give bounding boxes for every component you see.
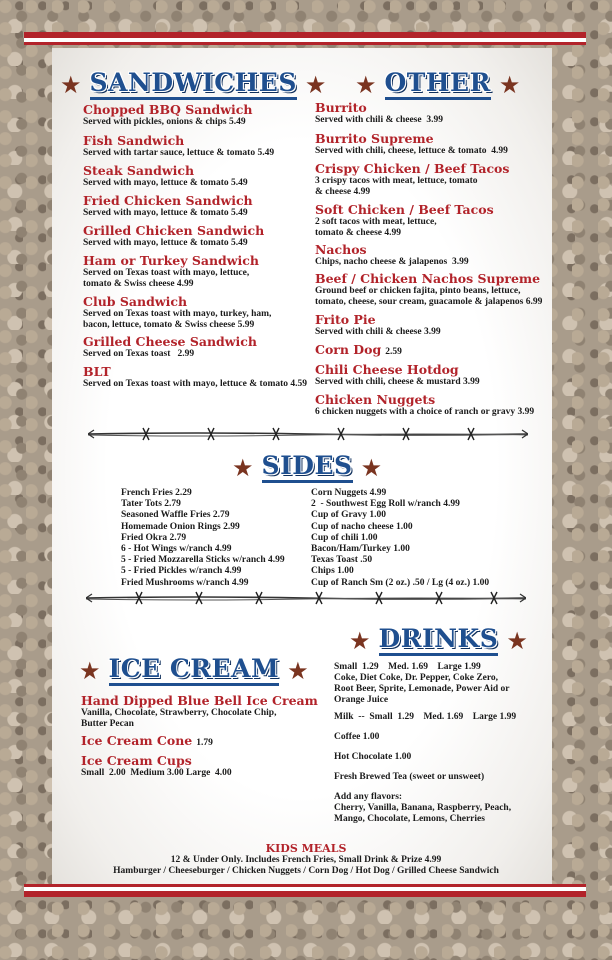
item-name: Burrito Supreme bbox=[315, 131, 434, 146]
item-desc: Served with chili, cheese & mustard 3.99 bbox=[315, 377, 480, 387]
item-name: Chili Cheese Hotdog bbox=[315, 362, 459, 377]
menu-item bbox=[315, 343, 402, 359]
sandwiches-heading bbox=[60, 70, 326, 100]
item-desc: 3 crispy tacos with meat, lettuce, tomato & cheese 4.99 bbox=[315, 176, 478, 197]
list-item: 2 - Southwest Egg Roll w/ranch 4.99 bbox=[311, 499, 460, 510]
list-item: Cup of Ranch Sm (2 oz.) .50 / Lg (4 oz.) 1.00 bbox=[311, 577, 490, 588]
item-desc: Served on Texas toast with mayo, lettuce, tomato & Swiss cheese 4.99 bbox=[83, 268, 250, 289]
sandwiches-title: SANDWICHES bbox=[90, 70, 297, 100]
item-desc: Served on Texas toast 2.99 bbox=[83, 349, 195, 359]
list-item: Cup of Gravy 1.00 bbox=[311, 510, 386, 521]
menu-item bbox=[83, 254, 259, 290]
item-desc: Served on Texas toast with mayo, lettuce & tomato 4.59 bbox=[83, 379, 308, 389]
item-price: 2.59 bbox=[385, 347, 402, 357]
item-desc: Served with mayo, lettuce & tomato 5.49 bbox=[83, 238, 248, 248]
list-item: Chips 1.00 bbox=[311, 566, 354, 577]
list-item: Fried Okra 2.79 bbox=[121, 532, 187, 543]
sides-left-list bbox=[121, 488, 285, 589]
sides-right-list bbox=[311, 488, 489, 589]
drinks-heading bbox=[349, 626, 528, 656]
bottom-stripe bbox=[24, 884, 586, 897]
star-icon: ★ bbox=[360, 454, 383, 483]
list-item: 5 - Fried Mozzarella Sticks w/ranch 4.99 bbox=[121, 555, 285, 566]
menu-item bbox=[83, 295, 271, 331]
item-name: Crispy Chicken / Beef Tacos bbox=[315, 161, 510, 176]
kids-meals-title: KIDS MEALS bbox=[265, 842, 347, 855]
list-item: Homemade Onion Rings 2.99 bbox=[121, 521, 240, 532]
item-desc: Vanilla, Chocolate, Strawberry, Chocolate Chip, Butter Pecan bbox=[81, 708, 277, 729]
list-item: French Fries 2.29 bbox=[121, 488, 192, 498]
menu-item bbox=[83, 224, 264, 249]
list-item: Bacon/Ham/Turkey 1.00 bbox=[311, 544, 410, 555]
item-name: BLT bbox=[83, 364, 111, 379]
other-title: OTHER bbox=[385, 70, 491, 100]
menu-item bbox=[83, 103, 252, 128]
item-name: Steak Sandwich bbox=[83, 163, 195, 178]
list-item: 5 - Fried Pickles w/ranch 4.99 bbox=[121, 566, 242, 577]
star-icon: ★ bbox=[304, 71, 327, 100]
star-icon: ★ bbox=[506, 627, 528, 656]
item-name: Grilled Cheese Sandwich bbox=[83, 334, 257, 349]
item-desc: Served with tartar sauce, lettuce & tomato 5.49 bbox=[83, 148, 275, 158]
item-name: Burrito bbox=[315, 100, 367, 115]
menu-item bbox=[83, 134, 274, 159]
item-name: Nachos bbox=[315, 242, 367, 257]
item-desc: Served with mayo, lettuce & tomato 5.49 bbox=[83, 208, 248, 218]
item-price: 1.79 bbox=[196, 738, 213, 748]
item-desc: 2 soft tacos with meat, lettuce, tomato & cheese 4.99 bbox=[315, 217, 437, 238]
sides-title: SIDES bbox=[262, 453, 353, 483]
menu-item bbox=[83, 365, 307, 390]
star-icon: ★ bbox=[232, 454, 254, 483]
item-name: Fried Chicken Sandwich bbox=[83, 193, 253, 208]
item-desc: Served with chili & cheese 3.99 bbox=[315, 115, 443, 125]
kids-meals-line2: Hamburger / Cheeseburger / Chicken Nuggets / Corn Dog / Hot Dog / Grilled Cheese Sandwich bbox=[113, 866, 499, 876]
menu-item bbox=[315, 101, 443, 126]
item-desc: 6 chicken nuggets with a choice of ranch or gravy 3.99 bbox=[315, 407, 535, 417]
kids-meals-line1: 12 & Under Only. Includes French Fries, Small Drink & Prize 4.99 bbox=[170, 855, 442, 865]
list-item: Tater Tots 2.79 bbox=[121, 499, 181, 510]
star-icon: ★ bbox=[355, 71, 377, 100]
menu-item bbox=[315, 132, 508, 157]
item-desc: Chips, nacho cheese & jalapenos 3.99 bbox=[315, 257, 469, 267]
menu-item bbox=[315, 363, 480, 388]
drinks-soda-list: Coke, Diet Coke, Dr. Pepper, Coke Zero, Root Beer, Sprite, Lemonade, Power Aid or Orange Juice bbox=[334, 673, 510, 706]
top-stripe bbox=[24, 32, 586, 45]
list-item: Cup of nacho cheese 1.00 bbox=[311, 521, 413, 532]
ice-cream-heading bbox=[79, 656, 309, 686]
item-desc: Served on Texas toast with mayo, turkey, ham, bacon, lettuce, tomato & Swiss cheese 5.99 bbox=[83, 309, 272, 330]
item-name: Grilled Chicken Sandwich bbox=[83, 223, 265, 238]
item-name: Ice Cream Cups bbox=[81, 753, 192, 768]
list-item: 6 - Hot Wings w/ranch 4.99 bbox=[121, 544, 232, 555]
drinks-milk: Milk -- Small 1.29 Med. 1.69 Large 1.99 bbox=[334, 712, 517, 722]
star-icon: ★ bbox=[60, 71, 82, 100]
drinks-flavors: Add any flavors: Cherry, Vanilla, Banana, Raspberry, Peach, Mango, Chocolate, Lemons, Cherries bbox=[334, 792, 512, 825]
menu-item bbox=[83, 335, 257, 360]
menu-item bbox=[315, 313, 441, 338]
list-item: Fried Mushrooms w/ranch 4.99 bbox=[121, 577, 249, 588]
menu-item bbox=[83, 194, 253, 219]
item-name: Chopped BBQ Sandwich bbox=[83, 102, 253, 117]
item-name: Corn Dog 2.59 bbox=[315, 342, 402, 357]
item-desc: Small 2.00 Medium 3.00 Large 4.00 bbox=[81, 768, 232, 778]
item-desc: Served with chili, cheese, lettuce & tomato 4.99 bbox=[315, 146, 508, 156]
drinks-title: DRINKS bbox=[379, 626, 499, 656]
sides-heading bbox=[232, 453, 382, 483]
drinks-hot-chocolate: Hot Chocolate 1.00 bbox=[334, 752, 412, 762]
menu-item bbox=[315, 243, 469, 268]
item-name: Frito Pie bbox=[315, 312, 376, 327]
barbed-wire-divider bbox=[86, 590, 526, 606]
item-name: Soft Chicken / Beef Tacos bbox=[315, 202, 494, 217]
item-name: Ice Cream Cone 1.79 bbox=[81, 733, 213, 748]
list-item: Seasoned Waffle Fries 2.79 bbox=[121, 510, 230, 521]
menu-item bbox=[81, 734, 213, 750]
item-name: Beef / Chicken Nachos Supreme bbox=[315, 271, 541, 286]
star-icon: ★ bbox=[498, 71, 521, 100]
menu-item bbox=[81, 754, 232, 779]
list-item: Cup of chili 1.00 bbox=[311, 532, 378, 543]
item-name: Fish Sandwich bbox=[83, 133, 185, 148]
item-name: Chicken Nuggets bbox=[315, 392, 436, 407]
list-item: Corn Nuggets 4.99 bbox=[311, 488, 387, 498]
drinks-soda-sizes: Small 1.29 Med. 1.69 Large 1.99 bbox=[334, 662, 481, 672]
ice-cream-title: ICE CREAM bbox=[109, 656, 280, 686]
menu-item bbox=[315, 162, 509, 198]
drinks-coffee: Coffee 1.00 bbox=[334, 732, 380, 742]
item-name: Ham or Turkey Sandwich bbox=[83, 253, 259, 268]
star-icon: ★ bbox=[79, 657, 101, 686]
drinks-tea: Fresh Brewed Tea (sweet or unsweet) bbox=[334, 772, 485, 782]
menu-item bbox=[83, 164, 248, 189]
star-icon: ★ bbox=[349, 627, 371, 656]
item-desc: Served with pickles, onions & chips 5.49 bbox=[83, 117, 246, 127]
item-name: Hand Dipped Blue Bell Ice Cream bbox=[81, 693, 318, 708]
item-name: Club Sandwich bbox=[83, 294, 188, 309]
star-icon: ★ bbox=[287, 657, 309, 686]
other-heading bbox=[355, 70, 520, 100]
item-desc: Served with mayo, lettuce & tomato 5.49 bbox=[83, 178, 248, 188]
barbed-wire-divider bbox=[88, 426, 528, 442]
menu-item bbox=[315, 272, 542, 308]
item-desc: Ground beef or chicken fajita, pinto beans, lettuce, tomato, cheese, sour cream, guacamole & jalapenos 6.99 bbox=[315, 286, 543, 307]
list-item: Texas Toast .50 bbox=[311, 555, 373, 566]
menu-item bbox=[315, 393, 534, 418]
menu-item bbox=[315, 203, 494, 239]
menu-item bbox=[81, 694, 318, 730]
item-desc: Served with chili & cheese 3.99 bbox=[315, 327, 441, 337]
